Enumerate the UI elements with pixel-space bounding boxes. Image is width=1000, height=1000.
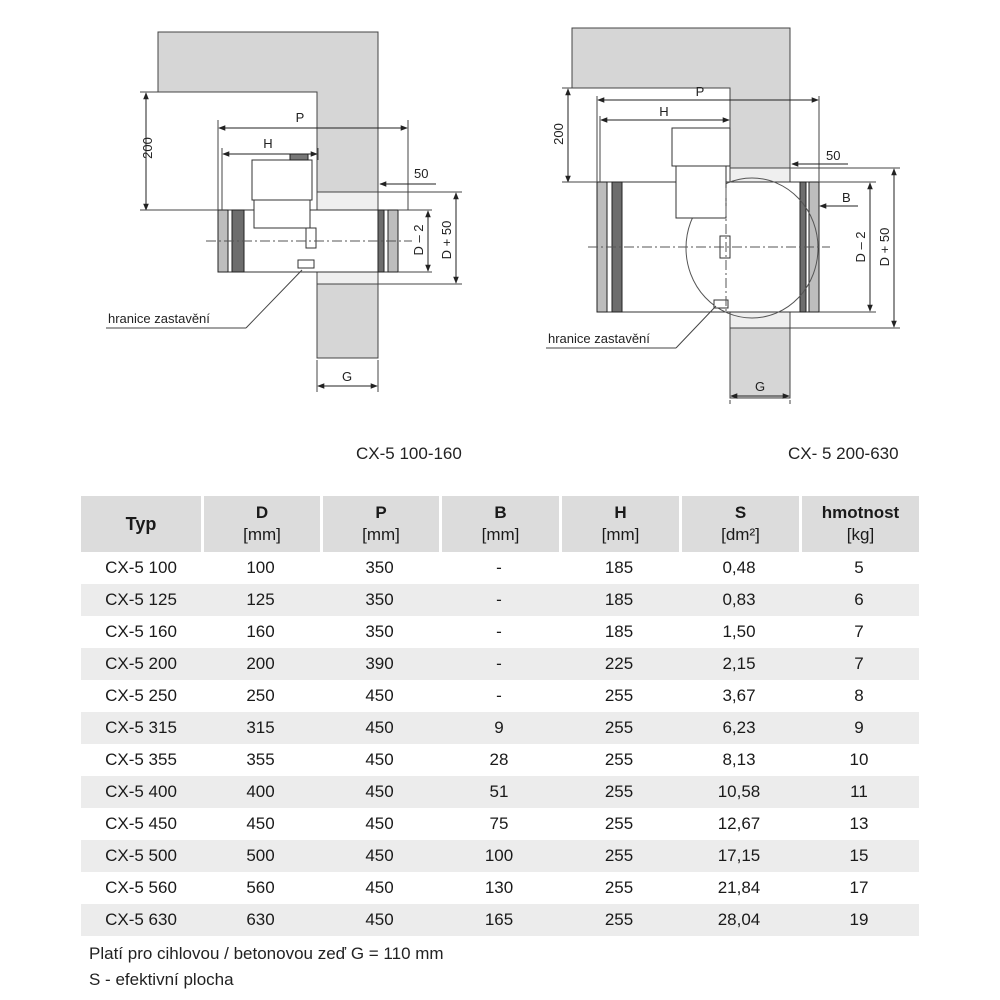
table-cell: 17 — [849, 878, 869, 897]
table-cell: 450 — [320, 840, 439, 872]
table-cell: CX-5 100 — [105, 558, 177, 577]
table-body — [81, 552, 919, 936]
technical-drawing — [0, 0, 1000, 420]
table-row — [81, 808, 919, 840]
col-header-typ: Typ — [81, 496, 201, 552]
table-cell: 350 — [365, 558, 394, 577]
table-cell: 630 — [201, 904, 320, 936]
table-cell: CX-5 200 — [81, 648, 201, 680]
table-cell: 2,15 — [679, 648, 799, 680]
table-cell: 350 — [320, 584, 439, 616]
table-cell: - — [496, 558, 502, 577]
table-cell: 390 — [320, 648, 439, 680]
actuator — [252, 160, 312, 200]
table-cell: 255 — [604, 878, 634, 897]
dim-label: B — [842, 190, 851, 205]
table-cell: CX-5 450 — [105, 814, 177, 833]
dim-label: H — [263, 136, 273, 151]
table-cell: 450 — [320, 712, 439, 744]
table-row — [81, 616, 919, 648]
table-cell: 15 — [799, 840, 919, 872]
dim-label: 200 — [551, 123, 566, 145]
table-cell: 355 — [246, 750, 275, 769]
caption-right: CX- 5 200-630 — [788, 444, 899, 463]
table-row — [81, 584, 919, 616]
dim-label: G — [754, 379, 766, 394]
dim-label: P — [295, 110, 305, 125]
table-cell: - — [439, 648, 559, 680]
table-cell: 350 — [365, 622, 394, 641]
table-cell: 7 — [799, 648, 919, 680]
table-cell: CX-5 315 — [81, 712, 201, 744]
table-cell: 560 — [246, 878, 275, 897]
note-area: S - efektivní plocha — [89, 970, 234, 989]
col-header-p: P [mm] — [320, 496, 439, 552]
table-cell: 450 — [365, 878, 394, 897]
table-cell: 6 — [799, 584, 919, 616]
table-cell: 125 — [201, 584, 320, 616]
table-cell: CX-5 355 — [105, 750, 177, 769]
table-cell: 19 — [799, 904, 919, 936]
caption-left: CX-5 100-160 — [356, 444, 462, 463]
table-cell: CX-5 250 — [105, 686, 177, 705]
table-cell: 9 — [799, 712, 919, 744]
table-row — [81, 648, 919, 680]
table-cell: 3,67 — [722, 686, 756, 705]
dim-label: D – 2 — [411, 224, 426, 256]
table-cell: - — [496, 622, 502, 641]
col-header-s: S [dm²] — [679, 496, 799, 552]
table-cell: 255 — [604, 686, 634, 705]
dim-label: 50 — [414, 166, 429, 181]
table-cell: 100 — [246, 558, 275, 577]
dim-label: H — [659, 104, 669, 119]
table-cell: 0,83 — [679, 584, 799, 616]
drawing-right — [546, 28, 900, 404]
table-cell: CX-5 630 — [81, 904, 201, 936]
table-cell: CX-5 560 — [105, 878, 177, 897]
table-cell: 450 — [365, 750, 394, 769]
table-cell: 1,50 — [722, 622, 756, 641]
table-cell: 185 — [604, 558, 634, 577]
actuator — [672, 128, 730, 166]
table-cell: 8 — [854, 686, 864, 705]
table-row — [81, 904, 919, 936]
table-cell: 28 — [489, 750, 509, 769]
note-wall: Platí pro cihlovou / betonovou zeď G = 110 mm — [89, 944, 444, 963]
table-row — [81, 680, 919, 712]
table-cell: CX-5 125 — [81, 584, 201, 616]
table-cell: 165 — [439, 904, 559, 936]
table-cell: 255 — [559, 904, 679, 936]
table-cell: 100 — [439, 840, 559, 872]
table-cell: 255 — [604, 814, 634, 833]
table-cell: 500 — [201, 840, 320, 872]
table-cell: 12,67 — [717, 814, 761, 833]
table-cell: 200 — [201, 648, 320, 680]
table-cell: CX-5 400 — [81, 776, 201, 808]
dim-label: 200 — [140, 137, 155, 159]
insulation-bottom — [730, 312, 790, 328]
table-row — [81, 776, 919, 808]
col-header-b: B [mm] — [439, 496, 559, 552]
dim-label: D + 50 — [439, 220, 454, 260]
table-row — [81, 872, 919, 904]
table-cell: 75 — [489, 814, 509, 833]
col-header-d: D [mm] — [201, 496, 320, 552]
spec-table — [81, 496, 919, 936]
table-cell: 185 — [604, 622, 634, 641]
table-row — [81, 840, 919, 872]
table-cell: 21,84 — [717, 878, 761, 897]
drawing-left — [106, 32, 462, 392]
table-row — [81, 744, 919, 776]
table-cell: CX-5 500 — [81, 840, 201, 872]
table-cell: 10,58 — [679, 776, 799, 808]
table-cell: 28,04 — [679, 904, 799, 936]
boundary-label: hranice zastavění — [548, 331, 650, 346]
table-cell: 315 — [201, 712, 320, 744]
table-cell: 130 — [484, 878, 514, 897]
table-cell: 250 — [246, 686, 275, 705]
table-cell: 9 — [439, 712, 559, 744]
table-cell: 450 — [365, 814, 394, 833]
table-cell: 450 — [246, 814, 275, 833]
table-cell: 450 — [365, 686, 394, 705]
table-cell: CX-5 160 — [105, 622, 177, 641]
dim-label: G — [341, 369, 353, 384]
table-cell: 7 — [854, 622, 864, 641]
table-cell: 255 — [604, 750, 634, 769]
boundary-label: hranice zastavění — [108, 311, 210, 326]
table-cell: 450 — [320, 776, 439, 808]
table-cell: 400 — [201, 776, 320, 808]
col-header-h: H [mm] — [559, 496, 679, 552]
table-cell: 6,23 — [679, 712, 799, 744]
table-cell: 255 — [559, 712, 679, 744]
insulation-top — [730, 168, 790, 182]
table-cell: 0,48 — [722, 558, 756, 577]
table-cell: - — [439, 584, 559, 616]
table-header-row — [81, 496, 919, 552]
table-cell: 11 — [799, 776, 919, 808]
table-cell: 13 — [849, 814, 869, 833]
table-cell: 10 — [849, 750, 869, 769]
col-header-hmotnost: hmotnost [kg] — [799, 496, 919, 552]
table-row — [81, 712, 919, 744]
dim-label: 50 — [826, 148, 841, 163]
table-cell: 225 — [559, 648, 679, 680]
table-cell: 51 — [439, 776, 559, 808]
table-cell: - — [496, 686, 502, 705]
dim-label: D + 50 — [877, 227, 892, 267]
table-cell: 8,13 — [722, 750, 756, 769]
table-cell: 255 — [559, 776, 679, 808]
insulation-top — [317, 192, 378, 212]
table-cell: 185 — [559, 584, 679, 616]
table-row — [81, 552, 919, 584]
dim-label: D – 2 — [853, 231, 868, 263]
dim-label: P — [695, 84, 705, 99]
table-cell: 255 — [559, 840, 679, 872]
table-cell: 450 — [320, 904, 439, 936]
table-cell: 160 — [246, 622, 275, 641]
table-cell: 5 — [854, 558, 864, 577]
table-cell: 17,15 — [679, 840, 799, 872]
